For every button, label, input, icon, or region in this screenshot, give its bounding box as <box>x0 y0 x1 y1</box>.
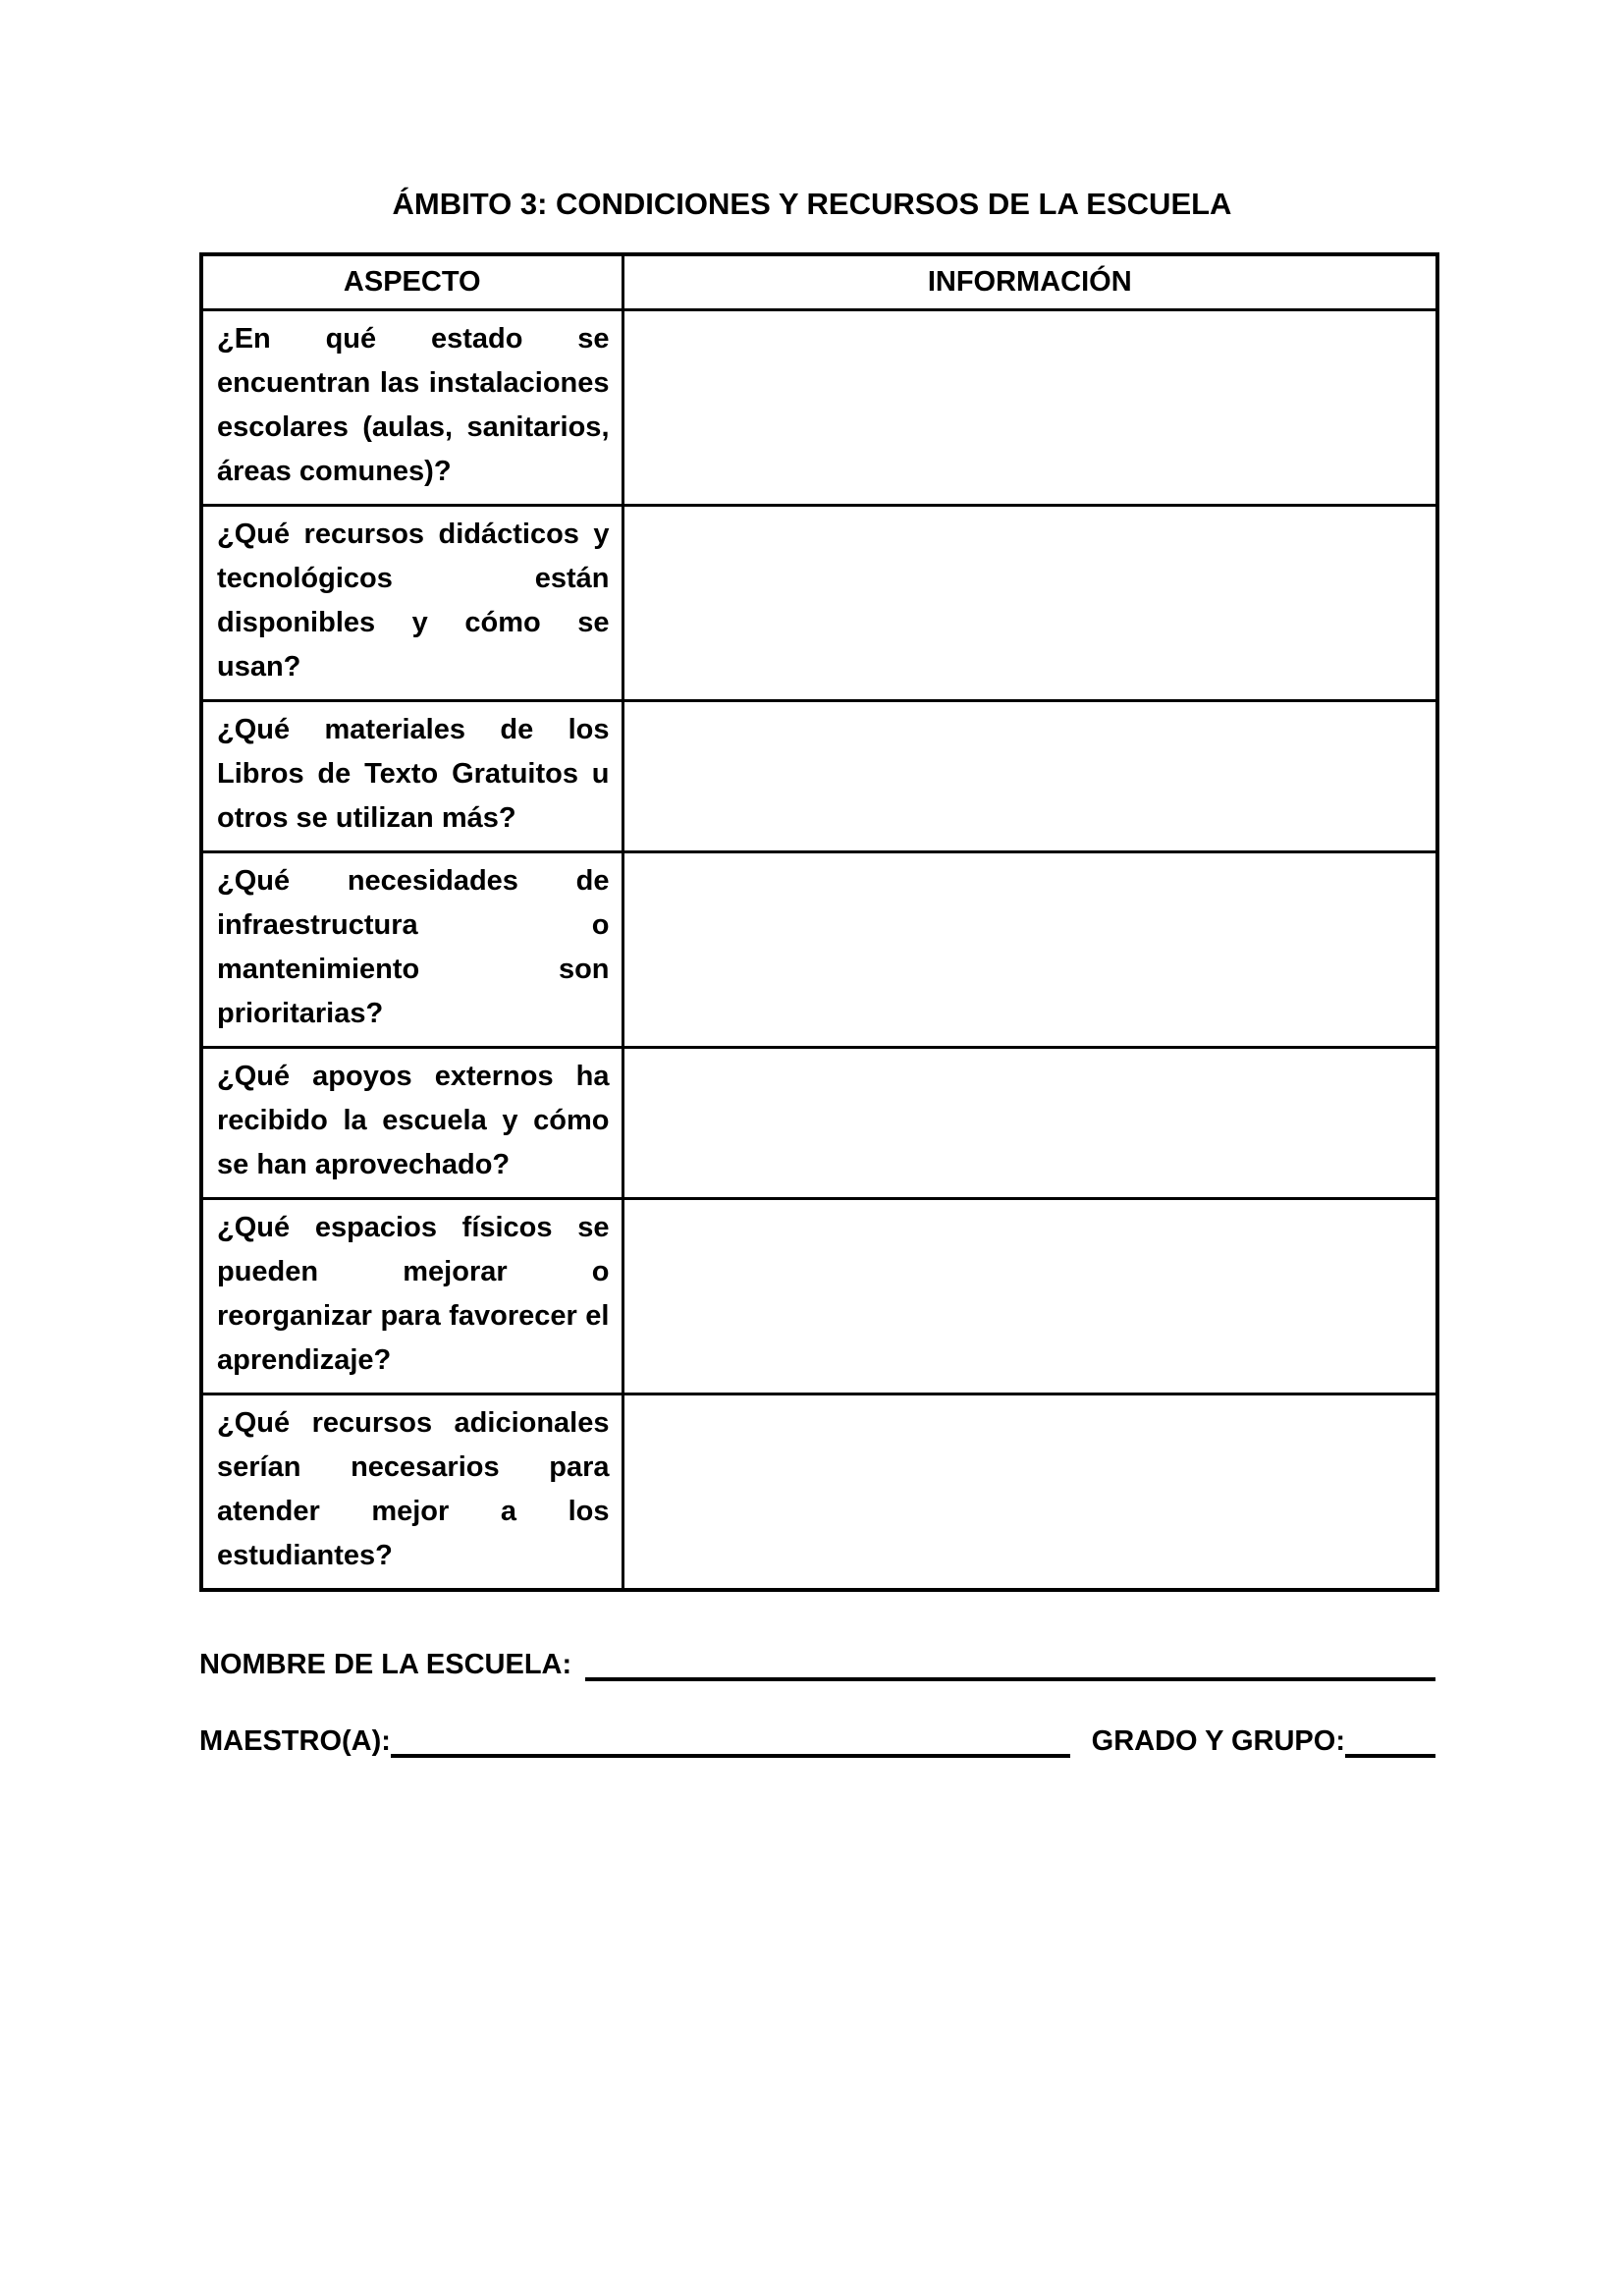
grade-group-label: GRADO Y GRUPO: <box>1091 1725 1345 1757</box>
teacher-grade-row <box>199 1724 1435 1758</box>
school-name-label: NOMBRE DE LA ESCUELA: <box>199 1649 572 1680</box>
information-cell <box>623 1198 1437 1394</box>
aspect-information-table <box>199 252 1439 1592</box>
table-row <box>201 700 1437 851</box>
table-row <box>201 1394 1437 1590</box>
aspect-cell: ¿Qué recursos adicionales serían necesarios para atender mejor a los estudiantes? <box>201 1394 623 1590</box>
page-title: ÁMBITO 3: CONDICIONES Y RECURSOS DE LA ESCUELA <box>392 187 1232 221</box>
teacher-label: MAESTRO(A): <box>199 1725 391 1757</box>
column-header-aspecto: ASPECTO <box>201 254 623 309</box>
school-name-blank-line <box>585 1648 1435 1681</box>
table-row <box>201 309 1437 505</box>
aspect-cell: ¿Qué materiales de los Libros de Texto Gratuitos u otros se utilizan más? <box>201 700 623 851</box>
column-header-informacion: INFORMACIÓN <box>623 254 1437 309</box>
table-row <box>201 505 1437 700</box>
information-cell <box>623 851 1437 1047</box>
aspect-cell: ¿Qué recursos didácticos y tecnológicos están disponibles y cómo se usan? <box>201 505 623 700</box>
teacher-blank-line <box>391 1724 1070 1758</box>
table-row <box>201 1047 1437 1198</box>
aspect-cell: ¿En qué estado se encuentran las instalaciones escolares (aulas, sanitarios, áreas comunes)? <box>201 309 623 505</box>
grade-group-blank-line <box>1345 1724 1435 1758</box>
table-header-row <box>201 254 1437 309</box>
school-name-row <box>199 1648 1435 1681</box>
aspect-cell: ¿Qué necesidades de infraestructura o mantenimiento son prioritarias? <box>201 851 623 1047</box>
information-cell <box>623 700 1437 851</box>
aspect-cell: ¿Qué apoyos externos ha recibido la escuela y cómo se han aprovechado? <box>201 1047 623 1198</box>
information-cell <box>623 505 1437 700</box>
information-cell <box>623 1394 1437 1590</box>
table-row <box>201 1198 1437 1394</box>
information-cell <box>623 1047 1437 1198</box>
table-row <box>201 851 1437 1047</box>
aspect-cell: ¿Qué espacios físicos se pueden mejorar o reorganizar para favorecer el aprendizaje? <box>201 1198 623 1394</box>
information-cell <box>623 309 1437 505</box>
